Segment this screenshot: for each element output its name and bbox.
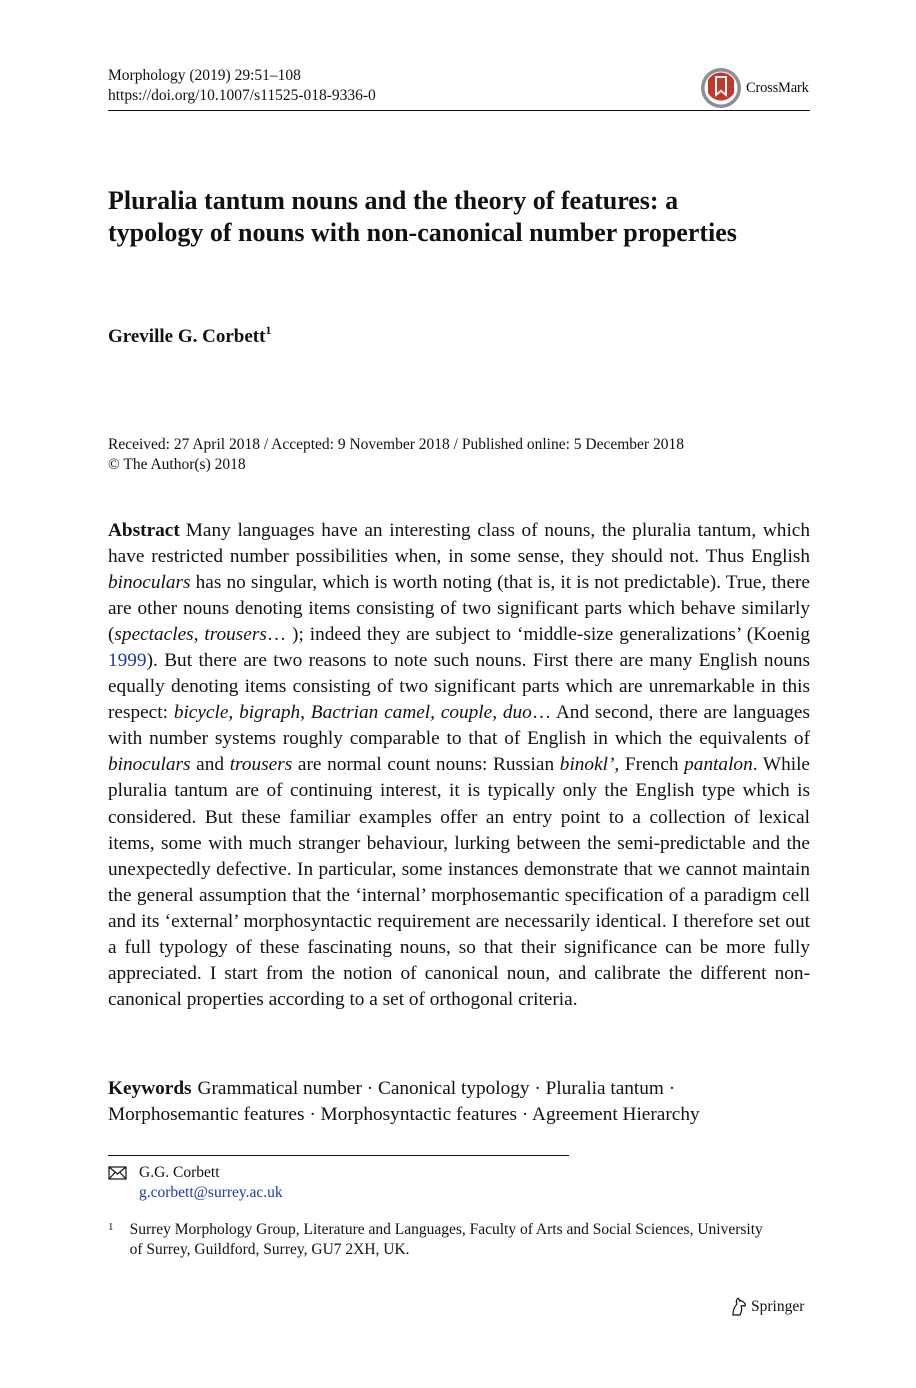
abstract-text: Many languages have an interesting class of nouns, the pluralia tantum, which have restricted number possibilities when, in some sense, they should not. Thus English	[108, 520, 810, 568]
keywords	[108, 1076, 810, 1128]
author-line	[108, 323, 272, 348]
crossmark-label: CrossMark	[746, 79, 809, 96]
keywords-text: Grammatical number · Canonical typology · Pluralia tantum · Morphosemantic features · Morphosyntactic features · Agreement Hierarchy	[108, 1078, 700, 1125]
abstract-italic: binoculars	[108, 572, 191, 594]
header-meta	[108, 66, 376, 106]
crossmark-icon	[700, 67, 742, 109]
corresponding-author	[108, 1163, 283, 1203]
springer-logo	[730, 1297, 804, 1317]
keywords-label: Keywords	[108, 1078, 192, 1099]
abstract	[108, 518, 810, 1013]
affiliation-footnote	[108, 1220, 768, 1260]
journal-citation: Morphology (2019) 29:51–108	[108, 67, 301, 84]
abstract-text: has no singular, which is worth noting (that is, it is not predictable). True, there are other nouns denoting items consisting of two significant parts which behave similarly (	[108, 572, 810, 646]
abstract-italic: binoculars	[108, 754, 191, 776]
abstract-text: , French	[614, 754, 685, 776]
abstract-text: ). But there are two reasons to note such nouns. First there are many English nouns equally denoting items consisting of two significant parts which are unremarkable in this respect:	[108, 650, 810, 724]
header-rule	[108, 110, 810, 111]
affiliation-number: 1	[108, 1221, 114, 1233]
footnote-rule	[108, 1155, 569, 1156]
crossmark-badge[interactable]	[700, 67, 809, 109]
abstract-text: and	[190, 754, 230, 776]
copyright-line: © The Author(s) 2018	[108, 456, 246, 473]
publication-dates	[108, 435, 684, 475]
article-title: Pluralia tantum nouns and the theory of features: a typology of nouns with non-canonical number properties	[108, 186, 737, 247]
abstract-italic: spectacles	[114, 624, 194, 646]
publisher-label: Springer	[751, 1298, 805, 1315]
abstract-italic: binokl’	[559, 754, 615, 776]
doi-link[interactable]: https://doi.org/10.1007/s11525-018-9336-0	[108, 87, 376, 104]
citation-link[interactable]: 1999	[108, 650, 147, 672]
abstract-italic: bicycle, bigraph, Bactrian camel, couple, duo	[173, 702, 532, 724]
abstract-text: . While pluralia tantum are of continuing interest, it is typically only the English type which is considered. But these familiar examples offer an entry point to a collection of lexical items, some with much stranger behaviour, lurking between the semi-predictable and the unexpectedly defective. In particular, some instances demonstrate that we cannot maintain the general assumption that the ‘internal’ morphosemantic specification of a paradigm cell and its ‘external’ morphosyntactic requirement are necessarily identical. I therefore set out a full typology of these fascinating nouns, so that their significance can be more fully appreciated. I start from the notion of canonical noun, and calibrate the different non-canonical properties according to a set of orthogonal criteria.	[108, 754, 810, 1010]
affiliation-text: Surrey Morphology Group, Literature and Languages, Faculty of Arts and Social Sciences, University of Surrey, Guildford, Surrey, GU7 2XH, UK.	[129, 1221, 763, 1258]
abstract-label: Abstract	[108, 520, 180, 541]
abstract-text: … ); indeed they are subject to ‘middle-size generalizations’ (Koenig	[266, 624, 810, 646]
abstract-italic: trousers	[204, 624, 267, 646]
dates-line: Received: 27 April 2018 / Accepted: 9 November 2018 / Published online: 5 December 2018	[108, 436, 684, 453]
abstract-text: … And second, there are languages with number systems roughly comparable to that of English in which the equivalents of	[108, 702, 810, 750]
corresponding-email[interactable]: g.corbett@surrey.ac.uk	[139, 1184, 283, 1201]
abstract-text: ,	[193, 624, 205, 646]
abstract-italic: pantalon	[684, 754, 753, 776]
abstract-italic: trousers	[229, 754, 293, 776]
author-affiliation-marker: 1	[265, 323, 272, 337]
envelope-icon	[108, 1166, 130, 1180]
abstract-text: are normal count nouns: Russian	[292, 754, 560, 776]
author-name: Greville G. Corbett	[108, 326, 266, 347]
springer-horse-icon	[730, 1297, 748, 1317]
corresponding-name: G.G. Corbett	[139, 1164, 220, 1181]
